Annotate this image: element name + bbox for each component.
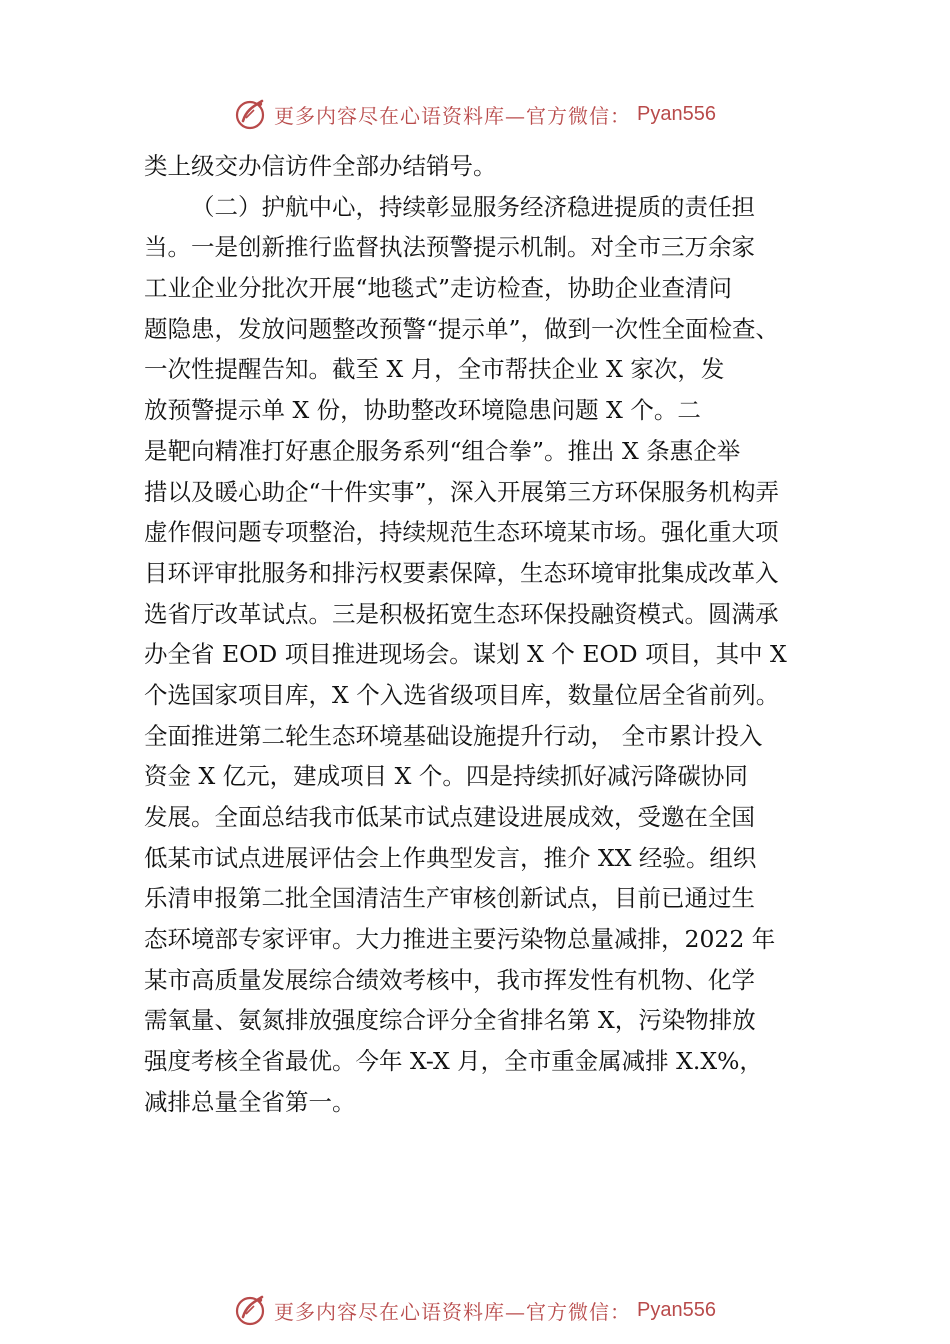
body-line: （二）护航中心，持续彰显服务经济稳进提质的责任担 [191, 192, 755, 221]
logo-icon [234, 97, 268, 131]
body-line: 乐清申报第二批全国清洁生产审核创新试点，目前已通过生 [144, 884, 755, 913]
body-line: 某市高质量发展综合绩效考核中，我市挥发性有机物、化学 [144, 965, 755, 994]
footer-wechat-id: Pyan556 [637, 1298, 716, 1321]
body-line: 放预警提示单 X 份，协助整改环境隐患问题 X 个。二 [144, 396, 701, 425]
body-line: 虚作假问题专项整治，持续规范生态环境某市场。强化重大项 [144, 518, 779, 547]
body-line: 减排总量全省第一。 [144, 1087, 356, 1116]
header-wechat-id: Pyan556 [637, 102, 716, 125]
body-line: 办全省 EOD 项目推进现场会。谋划 X 个 EOD 项目，其中 X [144, 640, 787, 669]
logo-icon [234, 1293, 268, 1327]
header-watermark [0, 94, 950, 134]
body-line: 当。一是创新推行监督执法预警提示机制。对全市三万余家 [144, 233, 755, 262]
body-line: 是靶向精准打好惠企服务系列“组合拳”。推出 X 条惠企举 [144, 436, 741, 465]
body-line: 资金 X 亿元，建成项目 X 个。四是持续抓好减污降碳协同 [144, 762, 748, 791]
body-line: 需氧量、氨氮排放强度综合评分全省排名第 X，污染物排放 [144, 1006, 756, 1035]
body-line: 工业企业分批次开展“地毯式”走访检查，协助企业查清问 [144, 274, 733, 303]
header-watermark-text: 更多内容尽在心语资料库—官方微信： [274, 103, 632, 128]
body-line: 目环评审批服务和排污权要素保障，生态环境审批集成改革入 [144, 558, 779, 587]
body-line: 题隐患，发放问题整改预警“提示单”，做到一次性全面检查、 [144, 314, 780, 343]
body-line: 类上级交办信访件全部办结销号。 [144, 152, 497, 180]
body-line: 措以及暖心助企“十件实事”，深入开展第三方环保服务机构弄 [144, 477, 780, 506]
document-body [144, 146, 824, 1123]
footer-watermark-text: 更多内容尽在心语资料库—官方微信： [274, 1299, 632, 1324]
body-line: 发展。全面总结我市低某市试点建设进展成效，受邀在全国 [144, 803, 755, 831]
body-line: 个选国家项目库，X 个入选省级项目库，数量位居全省前列。 [144, 680, 780, 709]
body-line: 低某市试点进展评估会上作典型发言，推介 XX 经验。组织 [144, 843, 757, 872]
body-line: 全面推进第二轮生态环境基础设施提升行动， 全市累计投入 [144, 721, 763, 750]
body-line: 强度考核全省最优。今年 X-X 月，全市重金属减排 X.X%， [144, 1047, 763, 1076]
body-line: 态环境部专家评审。大力推进主要污染物总量减排，2022 年 [144, 925, 776, 954]
body-line: 一次性提醒告知。截至 X 月，全市帮扶企业 X 家次，发 [144, 355, 725, 384]
footer-watermark [0, 1290, 950, 1330]
body-line: 选省厅改革试点。三是积极拓宽生态环保投融资模式。圆满承 [144, 599, 779, 628]
